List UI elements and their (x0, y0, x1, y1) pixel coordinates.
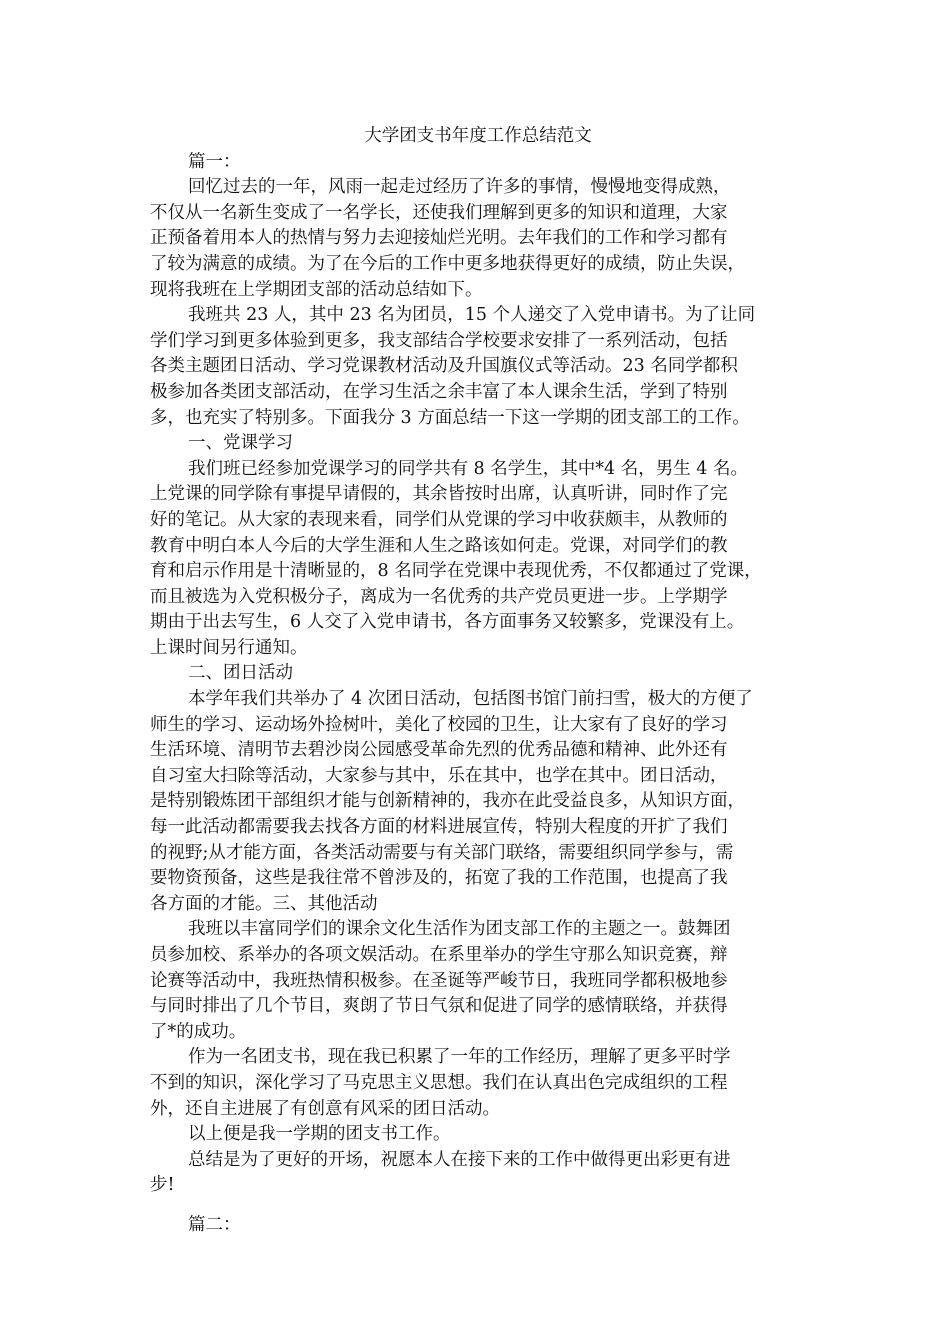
text-line: 我们班已经参加党课学习的同学共有 8 名学生，其中*4 名，男生 4 名。 (188, 458, 748, 479)
text-line: 现将我班在上学期团支部的活动总结如下。 (150, 279, 483, 300)
text-line: 本学年我们共举办了 4 次团日活动，包括图书馆门前扫雪，极大的方便了 (188, 689, 753, 710)
text-line: 的视野;从才能方面，各类活动需要与有关部门联络，需要组织同学参与，需 (150, 842, 734, 863)
text-line: 好的笔记。从大家的表现来看，同学们从党课的学习中收获颇丰，从教师的 (150, 509, 728, 530)
text-line: 了*的成功。 (150, 1021, 247, 1042)
text-line: 了较为满意的成绩。为了在今后的工作中更多地获得更好的成绩，防止失误， (150, 253, 745, 274)
text-line: 以上便是我一学期的团支书工作。 (188, 1124, 451, 1145)
text-line: 我班以丰富同学们的课余文化生活作为团支部工作的主题之一。鼓舞团 (188, 919, 731, 940)
text-line: 每一此活动都需要我去找各方面的材料进展宣传，特别大程度的开扩了我们 (150, 817, 728, 838)
text-line: 上党课的同学除有事提早请假的，其余皆按时出席，认真听讲，同时作了完 (150, 484, 728, 505)
text-line: 生活环境、清明节去碧沙岗公园感受革命先烈的优秀品德和精神、此外还有 (150, 740, 728, 761)
text-line: 多，也充实了特别多。下面我分 3 方面总结一下这一学期的团支部工的工作。 (150, 407, 750, 428)
text-line: 不到的知识，深化学习了马克思主义思想。我们在认真出色完成组织的工程 (150, 1072, 728, 1093)
text-line: 极参加各类团支部活动，在学习生活之余丰富了本人课余生活，学到了特别 (150, 381, 728, 402)
text-line: 员参加校、系举办的各项文娱活动。在系里举办的学生守那么知识竞赛，辩 (150, 945, 728, 965)
text-line: 是特别锻炼团干部组织才能与创新精神的，我亦在此受益良多，从知识方面， (150, 791, 745, 812)
text-line: 上课时间另行通知。 (150, 637, 308, 658)
text-line: 篇一： (188, 151, 241, 172)
text-line: 师生的学习、运动场外捡树叶，美化了校园的卫生，让大家有了良好的学习 (150, 714, 728, 735)
text-line: 二、团日活动 (188, 663, 293, 684)
text-line: 步! (150, 1175, 175, 1196)
text-line: 而且被选为入党积极分子，离成为一名优秀的共产党员更进一步。上学期学 (150, 586, 728, 607)
text-line: 自习室大扫除等活动，大家参与其中，乐在其中，也学在其中。团日活动， (150, 765, 728, 786)
text-line: 学们学习到更多体验到更多，我支部结合学校要求安排了一系列活动，包括 (150, 330, 728, 351)
text-line: 各方面的才能。三、其他活动 (150, 893, 378, 914)
text-line: 论赛等活动中，我班热情积极参。在圣诞等严峻节日，我班同学都积极地参 (150, 970, 728, 991)
section-gap (150, 1199, 806, 1213)
text-line: 一、党课学习 (188, 433, 293, 454)
text-line: 作为一名团支书，现在我已积累了一年的工作经历，理解了更多平时学 (188, 1047, 731, 1068)
text-line: 不仅从一名新生变成了一名学长，还使我们理解到更多的知识和道理，大家 (150, 202, 728, 223)
document-title: 大学团支书年度工作总结范文 (364, 126, 592, 146)
text-line: 要物资预备，这些是我往常不曾涉及的，拓宽了我的工作范围，也提高了我 (150, 868, 728, 889)
text-line: 与同时排出了几个节目，爽朗了节日气氛和促进了同学的感情联络，并获得 (150, 996, 728, 1017)
text-line: 我班共 23 人，其中 23 名为团员，15 个人递交了入党申请书。为了让同 (188, 305, 756, 326)
text-line: 篇二： (188, 1214, 241, 1235)
document-body (150, 150, 806, 1239)
document-page (150, 124, 806, 1239)
text-line: 总结是为了更好的开场，祝愿本人在接下来的工作中做得更出彩更有进 (188, 1149, 731, 1170)
text-line: 正预备着用本人的热情与努力去迎接灿烂光明。去年我们的工作和学习都有 (150, 228, 728, 249)
text-line: 教育中明白本人今后的大学生涯和人生之路该如何走。党课，对同学们的教 (150, 535, 728, 556)
text-line: 期由于出去写生，6 人交了入党申请书，各方面事务又较繁多，党课没有上。 (150, 612, 745, 633)
text-line: 外，还自主进展了有创意有风采的团日活动。 (150, 1098, 500, 1119)
text-line: 回忆过去的一年，风雨一起走过经历了许多的事情，慢慢地变得成熟， (188, 177, 731, 198)
text-line: 各类主题团日活动、学习党课教材活动及升国旗仪式等活动。23 名同学都积 (150, 356, 738, 377)
text-line: 育和启示作用是十清晰显的，8 名同学在党课中表现优秀，不仅都通过了党课， (150, 561, 762, 582)
